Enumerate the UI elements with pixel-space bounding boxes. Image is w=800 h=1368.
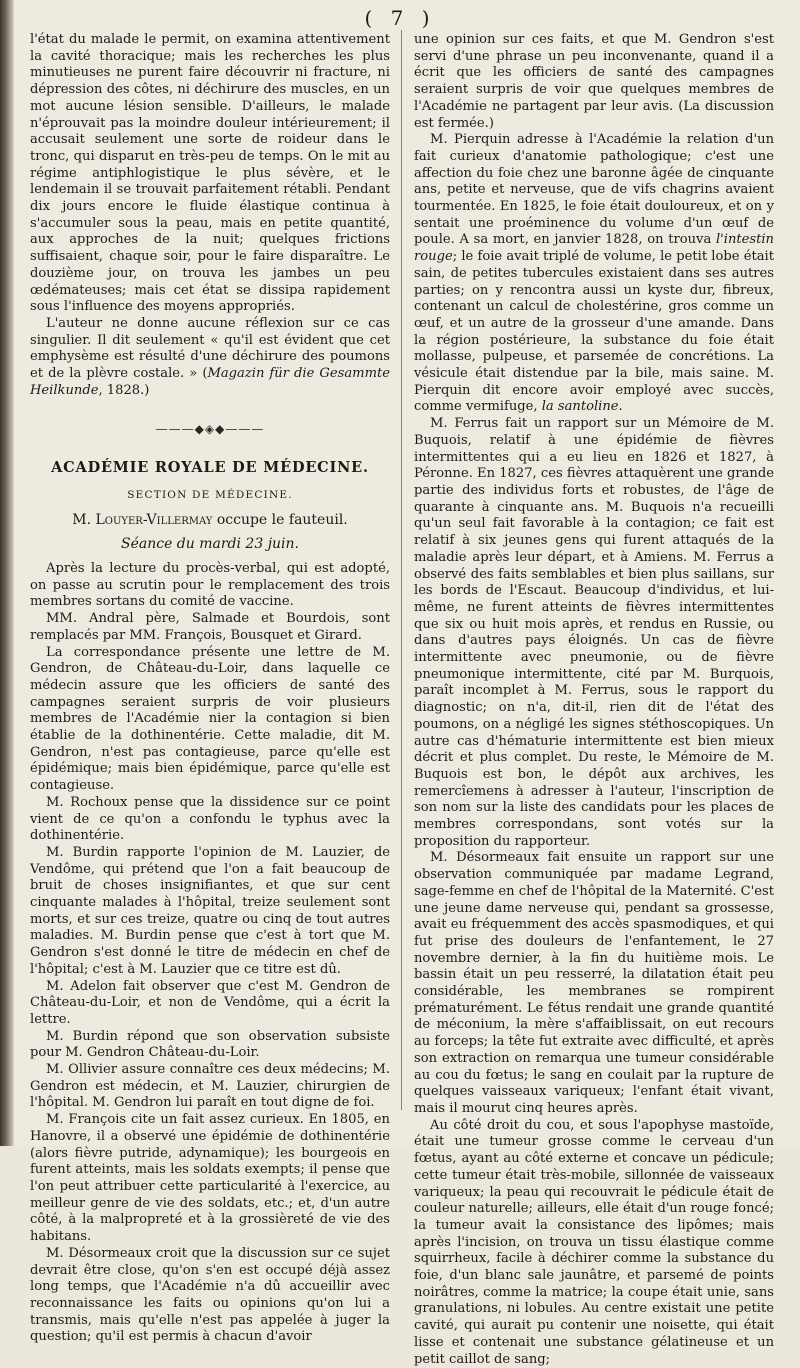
article-paragraph: M. Ollivier assure connaître ces deux médecins; M. Gendron est médecin, et M. Lauzier, chirurgien de l'hôpital. M. Gendron lui paraît en tout digne de foi.	[30, 1062, 390, 1111]
page-number: ( 7 )	[364, 6, 436, 30]
section-ornament: ———◆◈◆———	[155, 422, 265, 437]
column-rule	[401, 30, 402, 1110]
article-paragraph: M. Adelon fait observer que c'est M. Gendron de Château-du-Loir, et non de Vendôme, qui a écrit la lettre.	[30, 978, 390, 1027]
article-paragraph: M. Désormeaux croit que la discussion sur ce sujet devrait être close, qu'on s'en est occupé déjà assez long temps, que l'Académie n'a dû accueillir avec reconnaissance les faits ou opinions qu'on lui a transmis, mais qu'elle n'est pas appelée à juger la question; qu'il est permis à chacun d'avoir	[30, 1245, 390, 1345]
paragraph-text: M. Pierquin adresse à l'Académie la relation d'un fait curieux d'anatomie pathologique; c'est une affection du foie chez une baronne âgée de cinquante ans, petite et nerveuse, que de vifs chagrins avaient tourmentée. En 1825, le foie était douloureux, et on y sentait une proéminence du volume d'un œuf de poule. A sa mort, en janvier 1828, on trouva	[414, 132, 774, 248]
session-date: Séance du mardi 23 juin.	[120, 536, 299, 553]
paragraph-text: .	[618, 399, 623, 415]
left-column	[30, 32, 390, 1346]
article-paragraph	[30, 316, 390, 400]
chair-line	[30, 512, 390, 529]
chair-prefix: M.	[72, 511, 92, 528]
article-paragraph: M. Désormeaux fait ensuite un rapport sur une observation communiquée par madame Legrand, sage-femme en chef de l'hôpital de la Maternité. C'est une jeune dame nerveuse qui, pendant sa grossesse, avait eu fréquemment des accès spasmodiques, et qui fut prise des douleurs de l'enfantement, le 27 novembre dernier, à la fin du huitième mois. Le bassin était un peu resserré, la dilatation était peu considérable, les membranes se rompirent prématurément. Le fétus rendait une grande quantité de méconium, la mère s'affaiblissait, on eut recours au forceps; la tête fut extraite avec difficulté, et après son extraction on remarqua une tumeur considérable au cou du fœtus; le sang en coulait par la rupture de quelques vaisseaux variqueux; l'enfant était vivant, mais il mourut cinq heures après.	[414, 850, 774, 1116]
right-column	[414, 32, 774, 1368]
article-paragraph: M. Burdin répond que son observation subsiste pour M. Gendron Château-du-Loir.	[30, 1028, 390, 1061]
article-paragraph: Après la lecture du procès-verbal, qui est adopté, on passe au scrutin pour le remplacement des trois membres sortans du comité de vaccine.	[30, 560, 390, 610]
paragraph-text: L'auteur ne donne aucune réflexion sur ce cas singulier. Il dit seulement « qu'il est évident que cet emphysème est résulté d'une déchirure des poumons et de la plèvre costale. » (	[30, 315, 390, 382]
article-paragraph: Au côté droit du cou, et sous l'apophyse mastoïde, était une tumeur grosse comme le cerveau d'un fœtus, ayant au côté externe et concave un pédicule; cette tumeur était très-mobile, sillonnée de vaisseaux variqueux; la peau qui recouvrait le pédicule était de couleur naturelle; ailleurs, elle était d'un rouge foncé; la tumeur avait la consistance des lipômes; mais après l'incision, on trouva un tissu élastique comme squirrheux, facile à déchirer comme la substance du foie, d'un blanc sale jaunâtre, et parsemé de points noirâtres, comme la matrice; la coupe était unie, sans granulations, ni lobules. Au centre existait une petite cavité, qui aurait pu contenir une noisette, qui était lisse et contenait une substance gélatineuse et un petit caillot de sang;	[414, 1117, 774, 1367]
section-heading: SECTION DE MÉDECINE.	[127, 488, 293, 501]
article-paragraph: l'état du malade le permit, on examina attentivement la cavité thoracique; mais les recherches les plus minutieuses ne purent faire découvrir ni fracture, ni dépression des côtes, ni déchirure des muscles, en un mot aucune lésion sensible. D'ailleurs, le malade n'éprouvait pas la moindre douleur intérieurement; il accusait seulement une sorte de roideur dans le tronc, qui disparut en très-peu de temps. On le mit au régime antiphlogistique le plus sévère, et le lendemain il se trouvait parfaitement rétabli. Pendant dix jours encore le fluide élastique continua à s'accumuler sous la peau, mais en petite quantité, aux approches de la nuit; quelques frictions suffisaient, chaque soir, pour le faire disparaître. Le douzième jour, on trouva les jambes un peu œdémateuses; mais cet état se dissipa rapidement sous l'influence des moyens appropriés.	[30, 32, 390, 315]
article-paragraph: M. Burdin rapporte l'opinion de M. Lauzier, de Vendôme, qui prétend que l'on a fait beaucoup de bruit de choses insignifiantes, et que sur cent cinquante malades à l'hôpital, treize seulement sont morts, et sur ces treize, quatre ou cinq de tout autres maladies. M. Burdin pense que c'est à tort que M. Gendron s'est donné le titre de médecin en chef de l'hôpital; c'est à M. Lauzier que ce titre est dû.	[30, 844, 390, 977]
source-citation: Magazin für die Gesammte Heilkunde	[30, 366, 390, 398]
emphasis-text: la santoline	[541, 399, 619, 415]
article-paragraph: La correspondance présente une lettre de M. Gendron, de Château-du-Loir, dans laquelle ce médecin assure que les officiers de santé des campagnes seraient surpris de voir plusieurs membres de l'Académie nier la contagion si bien établie de la dothinentérie. Cette maladie, dit M. Gendron, n'est pas contagieuse, parce qu'elle est épidémique; mais bien épidémique, parce qu'elle est contagieuse.	[30, 644, 390, 794]
paragraph-text: , 1828.)	[98, 382, 150, 398]
chair-suffix: occupe le fauteuil.	[216, 511, 348, 528]
article-paragraph: M. Rochoux pense que la dissidence sur ce point vient de ce qu'on a confondu le typhus avec la dothinentérie.	[30, 794, 390, 844]
paragraph-text: ; le foie avait triplé de volume, le petit lobe était sain, de petites tubercules existaient dans ses autres parties; on y rencontra aussi un kyste dur, fibreux, contenant un calcul de cholestérine, gros comme un œuf, et un autre de la grosseur d'une amande. Dans la région postérieure, la substance du foie était mollasse, pulpeuse, et parsemée de concrétions. La vésicule était distendue par la bile, mais saine. M. Pierquin dit encore avoir employé avec succès, comme vermifuge,	[414, 249, 774, 415]
academy-heading: ACADÉMIE ROYALE DE MÉDECINE.	[51, 459, 369, 477]
article-paragraph	[414, 132, 774, 416]
emphasis-text: l'intestin rouge	[414, 232, 774, 265]
book-spine-shadow	[0, 0, 14, 1146]
article-paragraph: une opinion sur ces faits, et que M. Gendron s'est servi d'une phrase un peu inconvenante, quand il a écrit que les officiers de santé des campagnes seraient surpris de voir que quelques membres de l'Académie ne partagent par leur avis. (La discussion est fermée.)	[414, 32, 774, 131]
article-paragraph: MM. Andral père, Salmade et Bourdois, sont remplacés par MM. François, Bousquet et Girard.	[30, 611, 390, 643]
chair-name: Louyer-Villermay	[95, 511, 213, 528]
article-paragraph: M. Ferrus fait un rapport sur un Mémoire de M. Buquois, relatif à une épidémie de fièvres intermittentes qui a eu lieu en 1826 et 1827, à Péronne. En 1827, ces fièvres attaquèrent une grande partie des individus forts et robustes, de l'âge de quarante à cinquante ans. M. Buquois n'a recueilli qu'un seul fait favorable à la contagion; ce fait est relatif à six jeunes gens qui furent attaqués de la maladie après leur départ, et à Amiens. M. Ferrus a observé des faits semblables et bien plus saillans, sur les bords de l'Escaut. Beaucoup d'individus, et lui-même, ne furent atteints de fièvres intermittentes que six ou huit mois après, et rendus en Russie, ou dans d'autres pays éloignés. Un cas de fièvre intermittente avec pneumonie, ou de fièvre pneumonique intermittente, cité par M. Burquois, paraît incomplet à M. Ferrus, sous le rapport du diagnostic; on n'a, dit-il, rien dit de l'état des poumons, on a négligé les signes stéthoscopiques. Un autre cas d'hématurie intermittente est bien mieux décrit et plus complet. Du reste, le Mémoire de M. Buquois est bon, le dépôt aux archives, les remercîemens à adresser à l'auteur, l'inscription de son nom sur la liste des candidats pour les places de membres correspondans, sont votés sur la proposition du rapporteur.	[414, 416, 774, 849]
article-paragraph: M. François cite un fait assez curieux. En 1805, en Hanovre, il a observé une épidémie de dothinentérie (alors fièvre putride, adynamique); les bourgeois en furent atteints, mais les soldats exempts; il pense que l'on peut attribuer cette particularité à l'exercice, au meilleur genre de vie des soldats, etc.; et, d'un autre côté, à la malpropreté et à la grossièreté de vie des habitans.	[30, 1112, 390, 1245]
